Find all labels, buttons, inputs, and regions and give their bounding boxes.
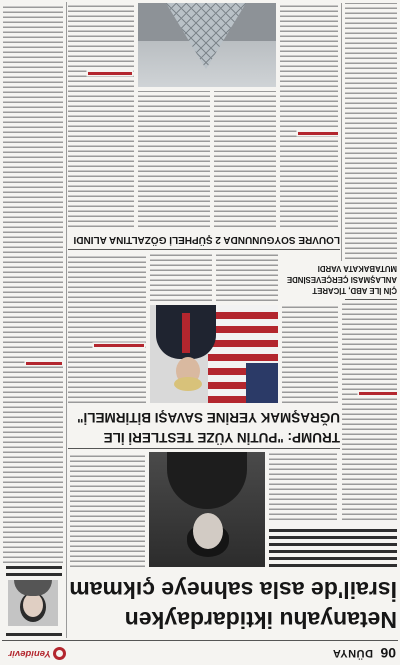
trump-article-rule [68, 448, 340, 449]
sidebar-divider [66, 2, 67, 638]
portrait-shoulders [14, 580, 52, 596]
louvre-article-photo [138, 3, 276, 87]
photo-shoulders [167, 452, 247, 509]
main-article-subhead [359, 392, 397, 395]
newspaper-logo [4, 644, 66, 662]
main-article-column-2 [269, 452, 337, 520]
photo-hair [174, 377, 202, 391]
trump-article-column-2 [68, 253, 146, 403]
trump-article-column-1 [282, 305, 338, 403]
logo-text: Yenidevir [8, 648, 51, 659]
photo-face [193, 513, 223, 549]
louvre-article-rule [68, 249, 340, 250]
sidebar-subhead [26, 362, 62, 365]
louvre-article-subhead-2 [88, 72, 132, 75]
columnist-name [6, 566, 62, 576]
china-article-column [345, 3, 397, 259]
main-article-column-3 [70, 452, 145, 567]
main-article-deck [269, 525, 397, 567]
trump-article-column-4 [150, 253, 212, 301]
china-headline-line-2: ANLAŞMASI ÇERÇEVESİNDE [286, 275, 397, 284]
photo-flag-canton [246, 363, 278, 403]
louvre-article-column-2 [214, 91, 276, 227]
louvre-article-column-3 [138, 91, 210, 227]
china-article-rule [345, 299, 397, 300]
china-headline-line-3: MUTABAKATA VARDI [317, 264, 397, 273]
trump-headline-line-2: UĞRAŞMAK YERİNE SAVAŞI BİTİRMELİ" [77, 410, 340, 425]
trump-article-column-3 [216, 253, 278, 301]
main-headline-line-2: İsrail'de asla sahneye çıkmam [69, 577, 397, 603]
china-article-divider [341, 3, 342, 261]
louvre-article-column-1 [280, 3, 338, 227]
trump-article-subhead [94, 344, 144, 347]
trump-headline-line-1: TRUMP: "PUTİN YÜZE TESTLERİ İLE [103, 430, 340, 445]
main-headline-line-1: Netanyahu iktidardayken [124, 607, 397, 633]
china-headline [281, 263, 397, 296]
louvre-headline: LOUVRE SOYGUNUNDA 2 ŞÜPHELİ GÖZALTINA ALINDI [73, 234, 340, 245]
china-headline-line-1: ÇİN İLE ABD, TİCARET [312, 286, 397, 295]
section-label: DÜNYA [332, 647, 373, 659]
trump-headline [68, 407, 340, 447]
newspaper-logo-icon [53, 647, 66, 660]
main-headline [67, 575, 397, 635]
main-article-column-1 [342, 302, 397, 520]
sidebar-column [3, 3, 63, 563]
louvre-article-subhead-1 [298, 132, 338, 135]
sidebar-label [6, 630, 62, 636]
header-rule [2, 640, 398, 641]
page-number: 06 [380, 645, 396, 661]
columnist-portrait [8, 580, 58, 626]
logo-emblem-center [56, 650, 63, 657]
photo-tie [182, 313, 190, 353]
louvre-article-column-4 [68, 3, 134, 227]
portrait-face [23, 593, 43, 617]
trump-article-photo [150, 305, 278, 403]
main-article-photo [149, 452, 265, 567]
